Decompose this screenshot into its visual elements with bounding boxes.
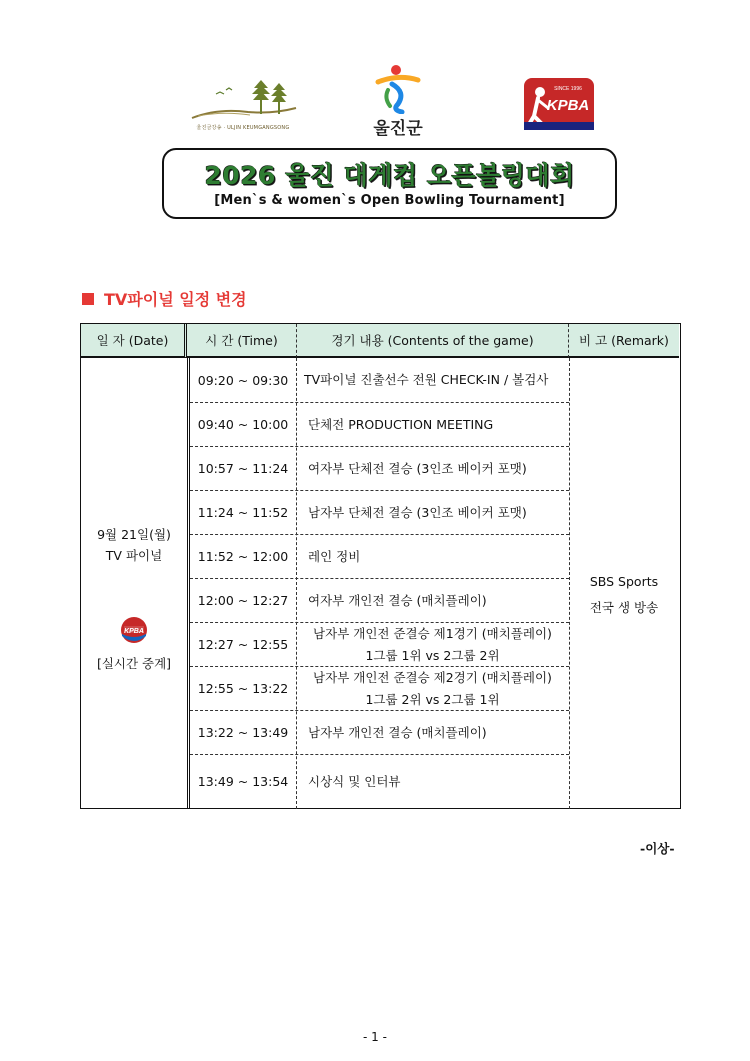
header-content: 경기 내용 (Contents of the game) — [296, 324, 569, 358]
date-event-text: TV 파이널 — [105, 548, 163, 563]
row-content-line: TV파이널 진출선수 전원 CHECK-IN / 볼검사 — [304, 372, 549, 387]
remark-cell — [569, 358, 679, 809]
table-row — [190, 402, 569, 446]
page-subtitle: [Men`s & women`s Open Bowling Tournament] — [214, 193, 565, 208]
row-content — [296, 711, 569, 754]
schedule-table — [80, 323, 681, 809]
row-time: 12:55 ~ 13:22 — [197, 681, 289, 696]
row-content — [296, 447, 569, 490]
row-content — [296, 623, 569, 666]
section-heading-text: TV파이널 일정 변경 — [104, 290, 247, 309]
row-content-line: 여자부 단체전 결승 (3인조 베이커 포맷) — [308, 460, 527, 476]
row-time: 12:27 ~ 12:55 — [197, 637, 289, 652]
row-content-line: 남자부 단체전 결승 (3인조 베이커 포맷) — [308, 504, 527, 520]
kpba-logo-text: KPBA — [546, 97, 590, 114]
title-box — [162, 148, 617, 219]
row-content-line: 레인 정비 — [308, 548, 361, 564]
row-time: 10:57 ~ 11:24 — [197, 461, 289, 476]
uljin-emblem-icon — [358, 62, 438, 114]
closing-text: -이상- — [640, 841, 675, 856]
row-content-line: 1그룹 2위 vs 2그룹 1위 — [365, 691, 500, 707]
row-content — [296, 755, 569, 808]
page-title: 2026 울진 대게컵 오픈볼링대회 — [204, 161, 575, 190]
table-row — [190, 446, 569, 490]
row-content — [296, 491, 569, 534]
kpba-badge-icon — [120, 616, 148, 644]
row-time: 13:22 ~ 13:49 — [197, 725, 289, 740]
page-number: - 1 - — [363, 1030, 387, 1044]
pine-tree-icon — [188, 78, 298, 124]
uljin-pine-logo — [188, 78, 298, 134]
kpba-logo — [522, 76, 596, 132]
row-content — [296, 403, 569, 446]
row-content-line: 남자부 개인전 결승 (매치플레이) — [308, 724, 487, 740]
row-content — [296, 358, 569, 402]
row-time: 12:00 ~ 12:27 — [197, 593, 289, 608]
table-row — [190, 754, 569, 808]
row-content-line: 여자부 개인전 결승 (매치플레이) — [308, 592, 487, 608]
square-bullet-icon — [82, 293, 94, 305]
uljin-county-logo — [358, 62, 438, 138]
row-content-line: 시상식 및 인터뷰 — [308, 773, 401, 789]
kpba-bowler-icon — [522, 76, 596, 132]
table-row — [190, 666, 569, 710]
row-time: 09:20 ~ 09:30 — [197, 372, 289, 388]
row-content-line: 단체전 PRODUCTION MEETING — [308, 416, 494, 432]
header-time: 시 간 (Time) — [187, 324, 296, 358]
kpba-since-text: SINCE 1996 — [554, 86, 582, 92]
date-cell — [81, 358, 187, 809]
date-broadcast-text: [실시간 중계] — [96, 656, 172, 671]
row-time: 11:52 ~ 12:00 — [197, 549, 289, 564]
remark-broadcaster: SBS Sports — [589, 574, 659, 589]
table-row — [190, 358, 569, 402]
table-row — [190, 710, 569, 754]
row-content-line: 남자부 개인전 준결승 제1경기 (매치플레이) — [313, 625, 552, 641]
row-time: 13:49 ~ 13:54 — [197, 774, 289, 789]
forest-logo-text: 울진금강송 · ULJIN KEUMGANGSONG — [196, 125, 290, 131]
header-date: 일 자 (Date) — [81, 324, 187, 358]
table-row — [190, 578, 569, 622]
remark-live: 전국 생 방송 — [589, 600, 659, 615]
kpba-badge-text: KPBA — [124, 628, 144, 635]
section-heading — [82, 287, 247, 310]
date-text: 9월 21일(월) — [97, 527, 171, 542]
table-row — [190, 534, 569, 578]
row-content — [296, 535, 569, 578]
uljin-logo-text: 울진군 — [373, 119, 423, 139]
logo-bar — [0, 62, 750, 142]
row-content — [296, 579, 569, 622]
row-content-line: 1그룹 1위 vs 2그룹 2위 — [365, 647, 500, 663]
row-time: 09:40 ~ 10:00 — [197, 417, 289, 432]
row-content-line: 남자부 개인전 준결승 제2경기 (매치플레이) — [313, 669, 552, 685]
table-row — [190, 490, 569, 534]
row-content — [296, 667, 569, 710]
row-time: 11:24 ~ 11:52 — [197, 505, 289, 520]
header-remark: 비 고 (Remark) — [569, 324, 679, 358]
table-row — [190, 622, 569, 666]
